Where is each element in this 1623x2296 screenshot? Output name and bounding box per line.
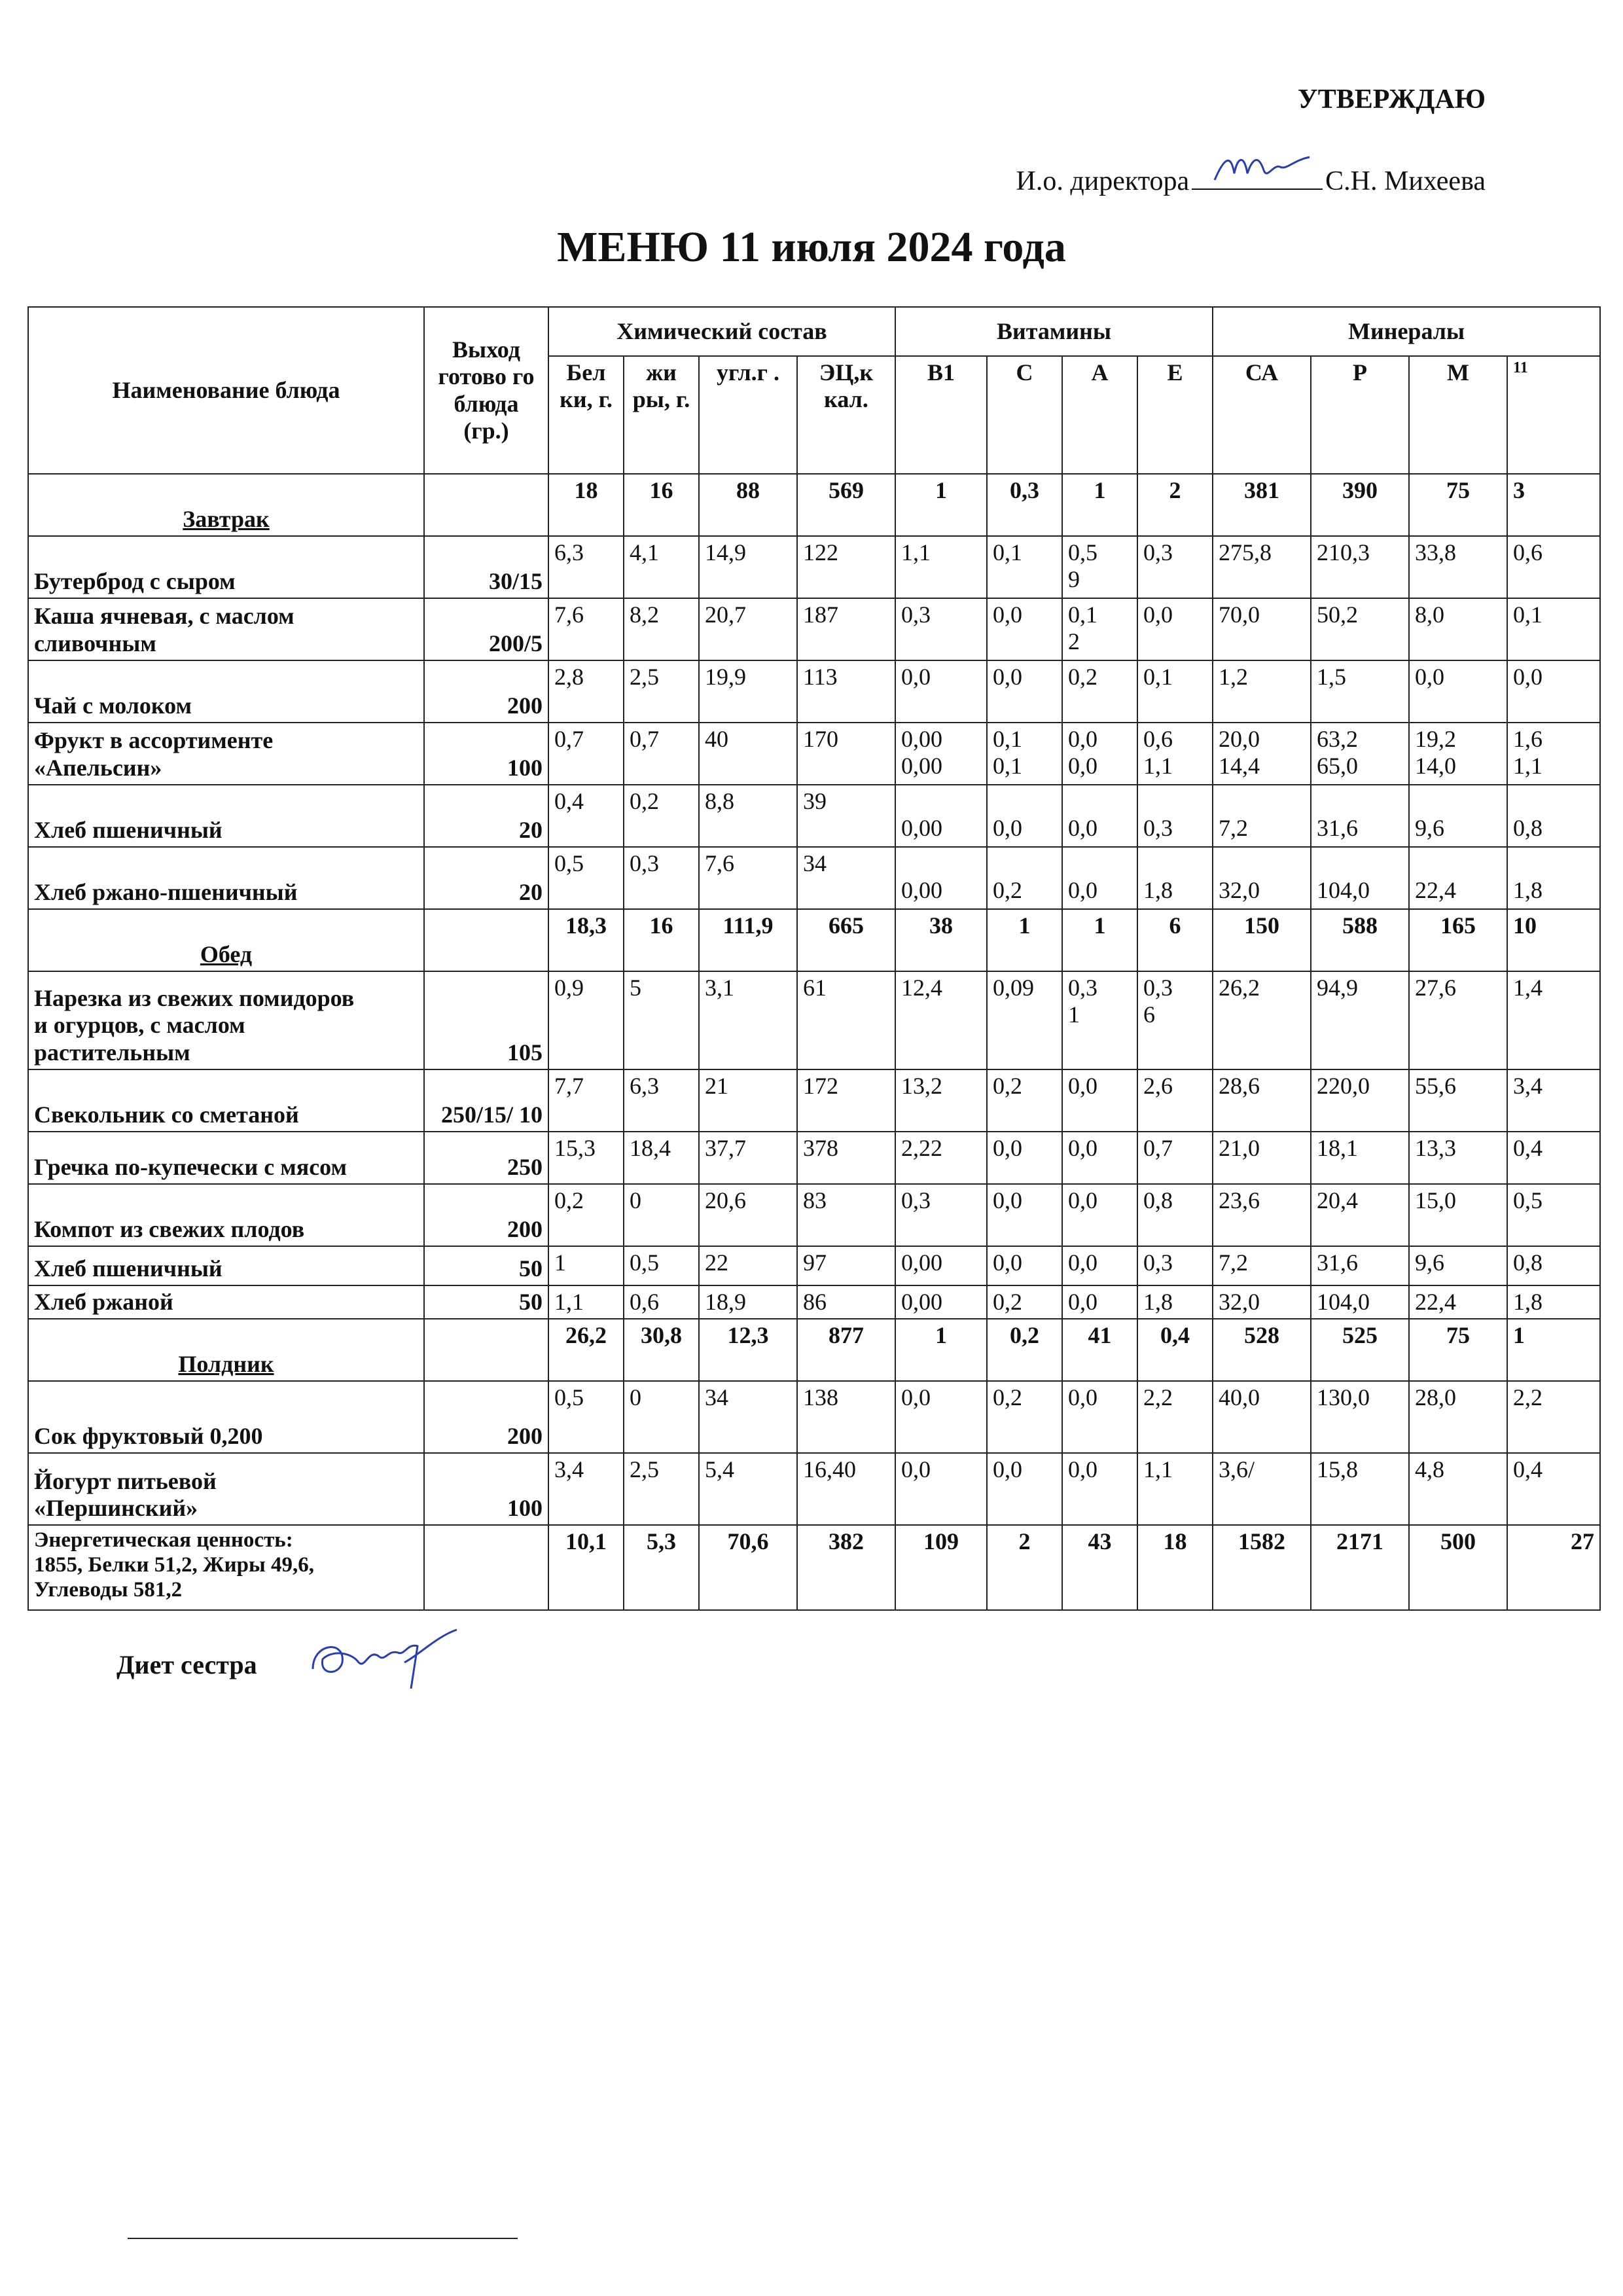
- value-cell: 104,0: [1311, 1285, 1409, 1319]
- value-cell: 20,4: [1311, 1184, 1409, 1246]
- value-cell: 83: [797, 1184, 895, 1246]
- dish-name: Хлеб ржаной: [28, 1285, 424, 1319]
- value-cell: 381: [1213, 474, 1311, 536]
- dish-name: Гречка по-купечески с мясом: [28, 1132, 424, 1184]
- subheader-cell: СА: [1213, 356, 1311, 474]
- value-cell: 20,0 14,4: [1213, 723, 1311, 785]
- value-cell: 0,0 0,0: [1062, 723, 1137, 785]
- value-cell: 1,8: [1507, 847, 1600, 909]
- dish-output: 200/5: [424, 598, 548, 660]
- dish-output: 250/15/ 10: [424, 1069, 548, 1132]
- value-cell: 22: [699, 1246, 797, 1285]
- value-cell: 1,2: [1213, 660, 1311, 723]
- value-cell: 0,3: [624, 847, 699, 909]
- table-row: [28, 598, 1600, 660]
- value-cell: 32,0: [1213, 847, 1311, 909]
- value-cell: 0,4: [1507, 1132, 1600, 1184]
- director-line: [1016, 162, 1486, 197]
- value-cell: 21,0: [1213, 1132, 1311, 1184]
- value-cell: 41: [1062, 1319, 1137, 1381]
- value-cell: 8,8: [699, 785, 797, 847]
- value-cell: 70,6: [699, 1525, 797, 1610]
- value-cell: 0,0: [987, 1453, 1062, 1525]
- value-cell: 187: [797, 598, 895, 660]
- value-cell: 97: [797, 1246, 895, 1285]
- value-cell: 27,6: [1409, 971, 1507, 1069]
- value-cell: 0,3: [1137, 785, 1213, 847]
- value-cell: 138: [797, 1381, 895, 1453]
- value-cell: 23,6: [1213, 1184, 1311, 1246]
- dish-output: 50: [424, 1246, 548, 1285]
- value-cell: 390: [1311, 474, 1409, 536]
- value-cell: 7,6: [699, 847, 797, 909]
- table-row: [28, 1184, 1600, 1246]
- header-vitamins: Витамины: [895, 307, 1213, 356]
- dish-output: 20: [424, 785, 548, 847]
- value-cell: 3: [1507, 474, 1600, 536]
- dish-output: 20: [424, 847, 548, 909]
- value-cell: 0,6 1,1: [1137, 723, 1213, 785]
- value-cell: 130,0: [1311, 1381, 1409, 1453]
- value-cell: 0,00: [895, 1285, 987, 1319]
- value-cell: 0,0: [1062, 1285, 1137, 1319]
- value-cell: 1,4: [1507, 971, 1600, 1069]
- value-cell: 18: [548, 474, 624, 536]
- value-cell: 28,0: [1409, 1381, 1507, 1453]
- page-title: МЕНЮ 11 июля 2024 года: [557, 223, 1066, 271]
- value-cell: 0,9: [548, 971, 624, 1069]
- value-cell: 0,2: [987, 1319, 1062, 1381]
- value-cell: 0,0: [1062, 1184, 1137, 1246]
- approval-title: УТВЕРЖДАЮ: [1297, 84, 1486, 115]
- value-cell: 2,2: [1507, 1381, 1600, 1453]
- value-cell: 525: [1311, 1319, 1409, 1381]
- section-row: [28, 474, 1600, 536]
- value-cell: 38: [895, 909, 987, 971]
- value-cell: 0,2: [987, 1069, 1062, 1132]
- value-cell: 18,3: [548, 909, 624, 971]
- section-name: Обед: [28, 909, 424, 971]
- value-cell: 220,0: [1311, 1069, 1409, 1132]
- value-cell: 18,9: [699, 1285, 797, 1319]
- value-cell: 877: [797, 1319, 895, 1381]
- dish-name: Бутерброд с сыром: [28, 536, 424, 598]
- value-cell: 210,3: [1311, 536, 1409, 598]
- value-cell: 5,4: [699, 1453, 797, 1525]
- value-cell: 0,3 1: [1062, 971, 1137, 1069]
- nurse-signature-icon: [306, 1623, 463, 1695]
- value-cell: 2171: [1311, 1525, 1409, 1610]
- value-cell: 40: [699, 723, 797, 785]
- value-cell: 15,3: [548, 1132, 624, 1184]
- value-cell: 150: [1213, 909, 1311, 971]
- value-cell: 0,2: [1062, 660, 1137, 723]
- value-cell: 34: [797, 847, 895, 909]
- value-cell: 0,6: [624, 1285, 699, 1319]
- table-row: [28, 971, 1600, 1069]
- value-cell: 3,6/: [1213, 1453, 1311, 1525]
- value-cell: 3,4: [1507, 1069, 1600, 1132]
- value-cell: 1: [1507, 1319, 1600, 1381]
- value-cell: 16: [624, 909, 699, 971]
- value-cell: 0,0: [987, 785, 1062, 847]
- value-cell: 40,0: [1213, 1381, 1311, 1453]
- value-cell: 6,3: [624, 1069, 699, 1132]
- value-cell: 3,1: [699, 971, 797, 1069]
- value-cell: 26,2: [548, 1319, 624, 1381]
- dish-output: 250: [424, 1132, 548, 1184]
- dish-name: Хлеб ржано-пшеничный: [28, 847, 424, 909]
- value-cell: 0,7: [1137, 1132, 1213, 1184]
- value-cell: 0,3: [1137, 1246, 1213, 1285]
- value-cell: 104,0: [1311, 847, 1409, 909]
- value-cell: 0,0: [987, 1246, 1062, 1285]
- value-cell: 0,0: [1062, 785, 1137, 847]
- value-cell: 0,1 2: [1062, 598, 1137, 660]
- value-cell: 15,8: [1311, 1453, 1409, 1525]
- value-cell: 382: [797, 1525, 895, 1610]
- value-cell: 22,4: [1409, 847, 1507, 909]
- value-cell: 32,0: [1213, 1285, 1311, 1319]
- value-cell: 9,6: [1409, 1246, 1507, 1285]
- value-cell: 0,3: [987, 474, 1062, 536]
- value-cell: 10,1: [548, 1525, 624, 1610]
- value-cell: 2,5: [624, 660, 699, 723]
- value-cell: 20,6: [699, 1184, 797, 1246]
- table-row: [28, 536, 1600, 598]
- value-cell: 6: [1137, 909, 1213, 971]
- subheader-cell: 11: [1507, 356, 1600, 474]
- value-cell: 1: [987, 909, 1062, 971]
- dish-output: 200: [424, 660, 548, 723]
- value-cell: 0,2: [987, 1381, 1062, 1453]
- value-cell: 0,0: [895, 1381, 987, 1453]
- dish-name: Каша ячневая, с маслом сливочным: [28, 598, 424, 660]
- table-row: [28, 1069, 1600, 1132]
- value-cell: 0,7: [548, 723, 624, 785]
- subheader-cell: Р: [1311, 356, 1409, 474]
- dish-name: Хлеб пшеничный: [28, 1246, 424, 1285]
- value-cell: 10: [1507, 909, 1600, 971]
- value-cell: 0,00: [895, 1246, 987, 1285]
- menu-table: [27, 306, 1601, 1611]
- value-cell: 170: [797, 723, 895, 785]
- value-cell: 0,3 6: [1137, 971, 1213, 1069]
- value-cell: 70,0: [1213, 598, 1311, 660]
- value-cell: 0,0: [1062, 1069, 1137, 1132]
- table-row: [28, 847, 1600, 909]
- value-cell: 19,2 14,0: [1409, 723, 1507, 785]
- value-cell: 2,5: [624, 1453, 699, 1525]
- diet-nurse: [116, 1649, 257, 1680]
- header-output: Выход готово го блюда (гр.): [424, 307, 548, 474]
- value-cell: 43: [1062, 1525, 1137, 1610]
- section-name: Полдник: [28, 1319, 424, 1381]
- value-cell: 0,5: [624, 1246, 699, 1285]
- value-cell: 16,40: [797, 1453, 895, 1525]
- value-cell: 2,22: [895, 1132, 987, 1184]
- value-cell: 0: [624, 1184, 699, 1246]
- value-cell: 275,8: [1213, 536, 1311, 598]
- value-cell: 0: [624, 1381, 699, 1453]
- value-cell: 16: [624, 474, 699, 536]
- value-cell: 18,4: [624, 1132, 699, 1184]
- value-cell: 18,1: [1311, 1132, 1409, 1184]
- value-cell: 34: [699, 1381, 797, 1453]
- dish-name: Йогурт питьевой «Першинский»: [28, 1453, 424, 1525]
- value-cell: 0,09: [987, 971, 1062, 1069]
- value-cell: 0,0: [1062, 1381, 1137, 1453]
- subheader-cell: М: [1409, 356, 1507, 474]
- value-cell: 27: [1507, 1525, 1600, 1610]
- value-cell: 0,00: [895, 847, 987, 909]
- diet-nurse-label: Диет сестра: [116, 1650, 257, 1679]
- value-cell: 588: [1311, 909, 1409, 971]
- value-cell: 2,6: [1137, 1069, 1213, 1132]
- value-cell: 0,5 9: [1062, 536, 1137, 598]
- value-cell: 378: [797, 1132, 895, 1184]
- value-cell: 3,4: [548, 1453, 624, 1525]
- dish-output: 200: [424, 1381, 548, 1453]
- value-cell: 0,0: [895, 1453, 987, 1525]
- value-cell: 0,00 0,00: [895, 723, 987, 785]
- value-cell: 122: [797, 536, 895, 598]
- value-cell: 50,2: [1311, 598, 1409, 660]
- section-name: Завтрак: [28, 474, 424, 536]
- value-cell: 0,5: [1507, 1184, 1600, 1246]
- value-cell: 0,0: [1507, 660, 1600, 723]
- value-cell: 5: [624, 971, 699, 1069]
- value-cell: 75: [1409, 474, 1507, 536]
- value-cell: 7,2: [1213, 1246, 1311, 1285]
- value-cell: 13,2: [895, 1069, 987, 1132]
- value-cell: 1,5: [1311, 660, 1409, 723]
- value-cell: 0,3: [1137, 536, 1213, 598]
- value-cell: 0,0: [895, 660, 987, 723]
- value-cell: 31,6: [1311, 1246, 1409, 1285]
- value-cell: 86: [797, 1285, 895, 1319]
- value-cell: 9,6: [1409, 785, 1507, 847]
- value-cell: 39: [797, 785, 895, 847]
- value-cell: 1: [1062, 909, 1137, 971]
- value-cell: 0,0: [1137, 598, 1213, 660]
- value-cell: 569: [797, 474, 895, 536]
- dish-output: [424, 909, 548, 971]
- value-cell: 26,2: [1213, 971, 1311, 1069]
- value-cell: 2: [1137, 474, 1213, 536]
- value-cell: 94,9: [1311, 971, 1409, 1069]
- value-cell: 0,1: [987, 536, 1062, 598]
- dish-output: [424, 474, 548, 536]
- signature-blank: [1192, 162, 1323, 190]
- value-cell: 1,8: [1137, 1285, 1213, 1319]
- section-row: [28, 909, 1600, 971]
- value-cell: 0,0: [1062, 847, 1137, 909]
- value-cell: 0,0: [987, 1132, 1062, 1184]
- header-dish-name: Hаименование блюда: [28, 307, 424, 474]
- value-cell: 0,5: [548, 1381, 624, 1453]
- dish-name: Компот из свежих плодов: [28, 1184, 424, 1246]
- value-cell: 12,3: [699, 1319, 797, 1381]
- value-cell: 1: [895, 474, 987, 536]
- value-cell: 111,9: [699, 909, 797, 971]
- subheader-cell: Е: [1137, 356, 1213, 474]
- table-row: [28, 1132, 1600, 1184]
- dish-output: 50: [424, 1285, 548, 1319]
- value-cell: 0,2: [548, 1184, 624, 1246]
- value-cell: 75: [1409, 1319, 1507, 1381]
- value-cell: 28,6: [1213, 1069, 1311, 1132]
- value-cell: 4,1: [624, 536, 699, 598]
- value-cell: 0,7: [624, 723, 699, 785]
- value-cell: 6,3: [548, 536, 624, 598]
- value-cell: 2,2: [1137, 1381, 1213, 1453]
- header-chem: Химический состав: [548, 307, 895, 356]
- table-row: [28, 1381, 1600, 1453]
- value-cell: 1,8: [1137, 847, 1213, 909]
- value-cell: 20,7: [699, 598, 797, 660]
- value-cell: 0,0: [1062, 1246, 1137, 1285]
- value-cell: 1,8: [1507, 1285, 1600, 1319]
- value-cell: 1,6 1,1: [1507, 723, 1600, 785]
- value-cell: 5,3: [624, 1525, 699, 1610]
- dish-name: Энергетическая ценность: 1855, Белки 51,2, Жиры 49,6, Углеводы 581,2: [28, 1525, 424, 1610]
- dish-output: 30/15: [424, 536, 548, 598]
- value-cell: 0,0: [987, 1184, 1062, 1246]
- subheader-cell: Бел ки, г.: [548, 356, 624, 474]
- value-cell: 37,7: [699, 1132, 797, 1184]
- dish-name: Фрукт в ассортименте «Апельсин»: [28, 723, 424, 785]
- value-cell: 0,8: [1507, 785, 1600, 847]
- table-row: [28, 1525, 1600, 1610]
- subheader-cell: В1: [895, 356, 987, 474]
- value-cell: 0,3: [895, 598, 987, 660]
- table-row: [28, 1285, 1600, 1319]
- value-cell: 1,1: [548, 1285, 624, 1319]
- table-row: [28, 1453, 1600, 1525]
- value-cell: 0,8: [1507, 1246, 1600, 1285]
- value-cell: 61: [797, 971, 895, 1069]
- value-cell: 0,00: [895, 785, 987, 847]
- value-cell: 18: [1137, 1525, 1213, 1610]
- subheader-cell: С: [987, 356, 1062, 474]
- value-cell: 8,0: [1409, 598, 1507, 660]
- dish-output: 100: [424, 1453, 548, 1525]
- header-minerals: Минералы: [1213, 307, 1600, 356]
- section-row: [28, 1319, 1600, 1381]
- value-cell: 165: [1409, 909, 1507, 971]
- value-cell: 0,3: [895, 1184, 987, 1246]
- value-cell: 31,6: [1311, 785, 1409, 847]
- director-signature-icon: [1211, 144, 1316, 190]
- director-prefix: И.о. директора: [1016, 166, 1190, 196]
- value-cell: 113: [797, 660, 895, 723]
- value-cell: 0,8: [1137, 1184, 1213, 1246]
- value-cell: 0,1: [1507, 598, 1600, 660]
- value-cell: 30,8: [624, 1319, 699, 1381]
- value-cell: 1582: [1213, 1525, 1311, 1610]
- value-cell: 7,6: [548, 598, 624, 660]
- subheader-cell: ЭЦ,к кал.: [797, 356, 895, 474]
- value-cell: 55,6: [1409, 1069, 1507, 1132]
- value-cell: 21: [699, 1069, 797, 1132]
- value-cell: 0,0: [987, 598, 1062, 660]
- value-cell: 15,0: [1409, 1184, 1507, 1246]
- value-cell: 0,2: [624, 785, 699, 847]
- value-cell: 0,5: [548, 847, 624, 909]
- value-cell: 0,0: [1062, 1453, 1137, 1525]
- dish-output: [424, 1319, 548, 1381]
- table-row: [28, 660, 1600, 723]
- subheader-cell: жи ры, г.: [624, 356, 699, 474]
- value-cell: 500: [1409, 1525, 1507, 1610]
- value-cell: 1: [548, 1246, 624, 1285]
- value-cell: 528: [1213, 1319, 1311, 1381]
- table-row: [28, 1246, 1600, 1285]
- director-name: С.Н. Михеева: [1325, 166, 1486, 196]
- dish-name: Хлеб пшеничный: [28, 785, 424, 847]
- value-cell: 7,2: [1213, 785, 1311, 847]
- value-cell: 88: [699, 474, 797, 536]
- value-cell: 0,0: [987, 660, 1062, 723]
- value-cell: 109: [895, 1525, 987, 1610]
- value-cell: 172: [797, 1069, 895, 1132]
- value-cell: 0,2: [987, 847, 1062, 909]
- value-cell: 0,6: [1507, 536, 1600, 598]
- table-row: [28, 723, 1600, 785]
- value-cell: 0,0: [1062, 1132, 1137, 1184]
- value-cell: 1,1: [1137, 1453, 1213, 1525]
- value-cell: 1: [895, 1319, 987, 1381]
- value-cell: 1: [1062, 474, 1137, 536]
- subheader-cell: А: [1062, 356, 1137, 474]
- dish-name: Свекольник со сметаной: [28, 1069, 424, 1132]
- value-cell: 0,4: [1137, 1319, 1213, 1381]
- dish-output: 100: [424, 723, 548, 785]
- dish-name: Нарезка из свежих помидоров и огурцов, с маслом растительным: [28, 971, 424, 1069]
- value-cell: 12,4: [895, 971, 987, 1069]
- value-cell: 665: [797, 909, 895, 971]
- subheader-cell: угл.г .: [699, 356, 797, 474]
- dish-name: Сок фруктовый 0,200: [28, 1381, 424, 1453]
- value-cell: 14,9: [699, 536, 797, 598]
- value-cell: 63,2 65,0: [1311, 723, 1409, 785]
- dish-name: Чай с молоком: [28, 660, 424, 723]
- value-cell: 0,1: [1137, 660, 1213, 723]
- value-cell: 2: [987, 1525, 1062, 1610]
- value-cell: 8,2: [624, 598, 699, 660]
- dish-output: [424, 1525, 548, 1610]
- value-cell: 4,8: [1409, 1453, 1507, 1525]
- value-cell: 13,3: [1409, 1132, 1507, 1184]
- dish-output: 200: [424, 1184, 548, 1246]
- value-cell: 0,0: [1409, 660, 1507, 723]
- dish-output: 105: [424, 971, 548, 1069]
- value-cell: 0,1 0,1: [987, 723, 1062, 785]
- table-row: [28, 785, 1600, 847]
- value-cell: 0,4: [1507, 1453, 1600, 1525]
- bottom-rule: [128, 2238, 518, 2239]
- value-cell: 2,8: [548, 660, 624, 723]
- value-cell: 7,7: [548, 1069, 624, 1132]
- value-cell: 19,9: [699, 660, 797, 723]
- value-cell: 0,2: [987, 1285, 1062, 1319]
- value-cell: 22,4: [1409, 1285, 1507, 1319]
- value-cell: 1,1: [895, 536, 987, 598]
- value-cell: 33,8: [1409, 536, 1507, 598]
- value-cell: 0,4: [548, 785, 624, 847]
